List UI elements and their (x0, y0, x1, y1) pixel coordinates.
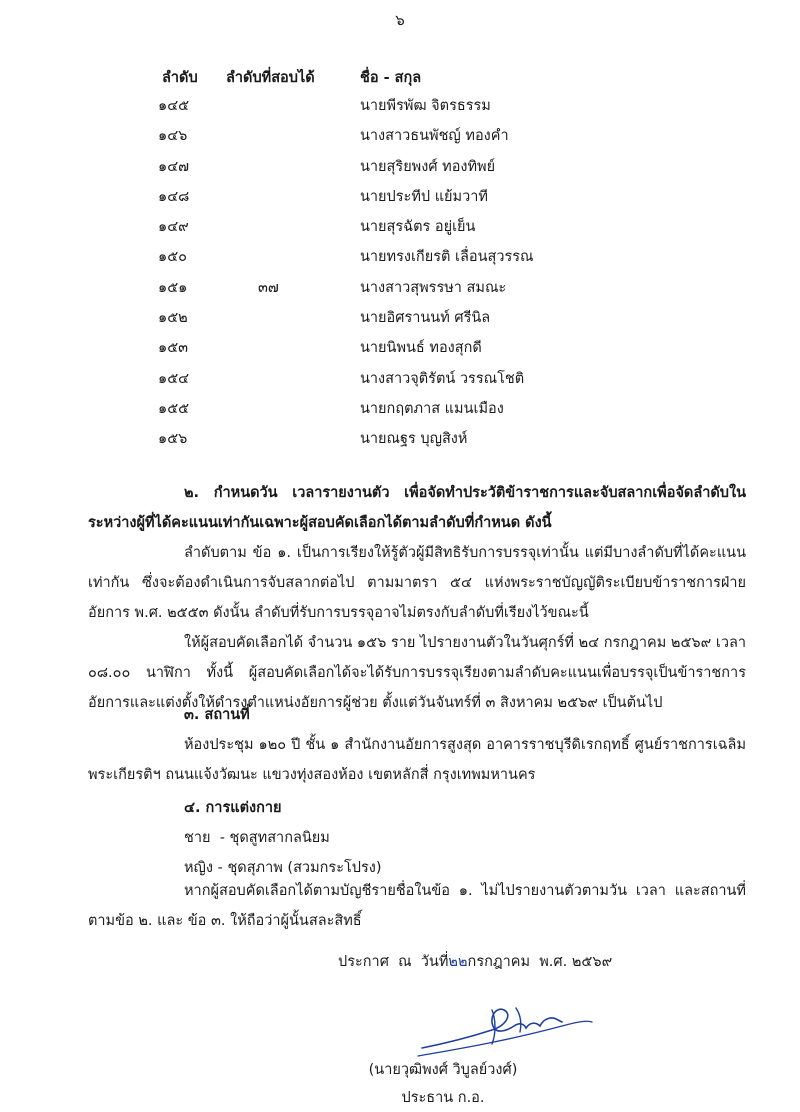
row-order: ๑๔๘ (158, 188, 190, 205)
row-order: ๑๔๖ (158, 128, 188, 145)
signer-name: (นายวุฒิพงศ์ วิบูลย์วงศ์) (368, 1062, 518, 1078)
section-2 (88, 478, 746, 718)
list-item (0, 330, 800, 360)
list-item (0, 361, 800, 391)
section-4-heading: ๔. การแต่งกาย (184, 800, 282, 816)
signature-image (412, 1000, 597, 1062)
list-item (0, 179, 800, 209)
section-4 (88, 793, 746, 883)
row-order: ๑๕๖ (158, 431, 188, 448)
row-name: นายอิศรานนท์ ศรีนิล (360, 310, 491, 327)
row-name: นายสุริยพงศ์ ทองทิพย์ (360, 158, 496, 175)
row-name: นายณฐร บุญสิงห์ (360, 431, 468, 448)
section-2-paragraph-2: ให้ผู้สอบคัดเลือกได้ จำนวน ๑๕๖ ราย ไปรายงานตัวในวันศุกร์ที่ ๒๔ กรกฎาคม ๒๕๖๙ เวลา ๐๘.๐๐ นาฬิกา ทั้งนี้ ผู้สอบคัดเลือกได้จะได้รับการบรรจุเรียงตามลำดับคะแนนเพื่อบรรจุเป็นข้าราชการอัยการและแต่งตั้งให้ดำรงตำแหน่งอัยการผู้ช่วย ตั้งแต่วันจันทร์ที่ ๓ สิงหาคม ๒๕๖๙ เป็นต้นไป (88, 635, 746, 711)
announce-suffix: กรกฎาคม พ.ศ. ๒๕๖๙ (467, 954, 613, 970)
row-name: นางสาวจุติรัตน์ วรรณโชติ (360, 370, 525, 387)
row-order: ๑๕๒ (158, 310, 188, 327)
row-order: ๑๕๑ (158, 279, 188, 296)
announce-day: ๒๒ (448, 954, 468, 970)
list-item (0, 149, 800, 179)
row-name: นายพีรพัฒ จิตรธรรม (360, 98, 491, 114)
row-name: นางสาวธนพัชญ์ ทองคำ (360, 128, 509, 145)
header-order: ลำดับ (162, 70, 198, 86)
row-order: ๑๔๗ (158, 158, 190, 175)
row-name: นายสุรฉัตร อยู่เย็น (360, 219, 476, 236)
row-order: ๑๕๓ (158, 340, 189, 357)
list-item (0, 209, 800, 239)
section-2-paragraph-1: ลำดับตาม ข้อ ๑. เป็นการเรียงให้รู้ตัวผู้มีสิทธิรับการบรรจุเท่านั้น แต่มีบางลำดับที่ได้คะแนนเท่ากัน ซึ่งจะต้องดำเนินการจับสลากต่อไป ตามมาตรา ๕๔ แห่งพระราชบัญญัติระเบียบข้าราชการฝ่ายอัยการ พ.ศ. ๒๕๕๓ ดังนั้น ลำดับที่รับการบรรจุอาจไม่ตรงกับลำดับที่เรียงไว้ขณะนี้ (88, 545, 746, 621)
section-2-heading: ๒. กำหนดวัน เวลารายงานตัว เพื่อจัดทำประวัติข้าราชการและจับสลากเพื่อจัดลำดับในระหว่างผู้ที่ได้คะแนนเท่ากันเฉพาะผู้สอบคัดเลือกได้ตามลำดับที่กำหนด ดังนี้ (88, 485, 746, 531)
row-order: ๑๕๔ (158, 370, 190, 387)
row-rank: ๓๗ (258, 279, 279, 296)
announcement-date (338, 950, 612, 973)
announce-prefix: ประกาศ ณ วันที่ (338, 954, 449, 970)
row-order: ๑๕๐ (158, 249, 188, 266)
header-name: ชื่อ - สกุล (360, 70, 422, 86)
list-item (0, 239, 800, 269)
list-item (0, 391, 800, 421)
dress-female: หญิง - ชุดสุภาพ (สวมกระโปรง) (184, 860, 382, 876)
list-item (0, 118, 800, 148)
section-3-heading: ๓. สถานที่ (184, 707, 250, 723)
row-name: นายประทีป แย้มวาที (360, 188, 488, 205)
section-3-paragraph: ห้องประชุม ๑๒๐ ปี ชั้น ๑ สำนักงานอัยการสูงสุด อาคารราชบุรีดิเรกฤทธิ์ ศูนย์ราชการเฉลิมพระเกียรติฯ ถนนแจ้งวัฒนะ แขวงทุ่งสองห้อง เขตหลักสี่ กรุงเทพมหานคร (88, 737, 746, 783)
list-header (0, 66, 800, 90)
name-list (0, 88, 800, 452)
page-number: ๖ (395, 11, 405, 29)
header-rank: ลำดับที่สอบได้ (226, 70, 315, 86)
list-item (0, 88, 800, 118)
row-name: นายทรงเกียรติ เลื่อนสุวรรณ (360, 249, 534, 266)
list-item (0, 421, 800, 451)
row-name: นายกฤตภาส แมนเมือง (360, 400, 504, 417)
list-item (0, 270, 800, 300)
row-order: ๑๕๕ (158, 400, 190, 417)
row-order: ๑๔๕ (158, 98, 190, 114)
row-order: ๑๔๙ (158, 219, 189, 236)
section-3 (88, 700, 746, 790)
row-name: นายนิพนธ์ ทองสุกดี (360, 340, 482, 357)
closing-paragraph-block (88, 876, 746, 936)
list-item (0, 300, 800, 330)
closing-paragraph: หากผู้สอบคัดเลือกได้ตามบัญชีรายชื่อในข้อ ๑. ไม่ไปรายงานตัวตามวัน เวลา และสถานที่ตามข้อ ๒. และ ข้อ ๓. ให้ถือว่าผู้นั้นสละสิทธิ์ (88, 883, 746, 929)
row-name: นางสาวสุพรรษา สมณะ (360, 279, 507, 296)
dress-male: ชาย - ชุดสูทสากลนิยม (184, 830, 330, 846)
signer-position: ประธาน ก.อ. (401, 1090, 485, 1106)
